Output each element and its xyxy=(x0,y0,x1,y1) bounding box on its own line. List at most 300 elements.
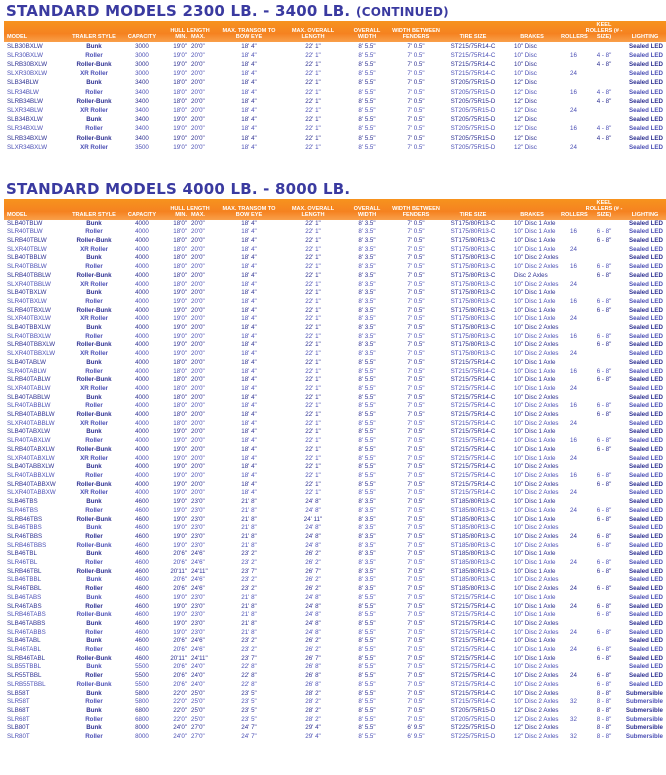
keel-rollers-cell xyxy=(584,324,624,333)
table-row xyxy=(4,716,666,725)
overall-length-cell: 22' 1" xyxy=(305,358,321,366)
hull-max-cell: 24'11" xyxy=(191,567,208,575)
fenders-cell: 7' 0.5" xyxy=(407,680,425,688)
brakes-cell: 10" Disc 1 Axle xyxy=(514,454,556,462)
hull-min-cell: 18'0" xyxy=(173,376,187,384)
brakes-cell: 12" Disc xyxy=(514,107,537,115)
hull-min-cell: 18'0" xyxy=(173,367,187,375)
transom-cell: 18' 4" xyxy=(241,125,257,133)
capacity-cell: 4600 xyxy=(135,619,149,627)
table-row xyxy=(4,489,666,498)
table-row xyxy=(4,655,666,664)
tire-size-cell: ST215/75R14-C xyxy=(450,428,496,436)
brakes-cell: 10" Disc 2 Axles xyxy=(514,280,559,288)
model-cell: SLB46TBBL xyxy=(7,576,42,584)
fenders-cell: 7' 0.5" xyxy=(407,437,425,445)
transom-cell: 18' 4" xyxy=(241,367,257,375)
keel-rollers-cell: 8 - 8" xyxy=(596,689,612,697)
keel-rollers-cell xyxy=(584,359,624,368)
tire-size-cell: ST225/75R15-D xyxy=(450,724,496,732)
overall-length-cell: 22' 1" xyxy=(305,463,321,471)
table-row xyxy=(4,620,666,629)
overall-width-cell: 8' 5.5" xyxy=(358,463,376,471)
overall-width-cell: 8' 5.5" xyxy=(358,70,376,78)
rollers-cell xyxy=(560,568,584,577)
tire-size-cell: ST175/80R13-C xyxy=(450,280,496,288)
rollers-cell xyxy=(560,594,584,603)
overall-length-cell: 22' 1" xyxy=(305,107,321,115)
lighting-cell: Sealed LED xyxy=(628,70,663,78)
rollers-cell: 24 xyxy=(570,559,577,567)
fenders-cell: 7' 0.5" xyxy=(407,116,425,124)
col-header-tire: TIRE SIZE xyxy=(459,34,487,41)
trailer-style-cell: Roller-Bunk xyxy=(76,61,112,69)
rollers-cell: 16 xyxy=(570,472,577,479)
transom-cell: 18' 4" xyxy=(241,463,257,471)
hull-max-cell: 23'0" xyxy=(191,498,205,506)
hull-max-cell: 20'0" xyxy=(191,376,205,384)
rollers-cell xyxy=(560,655,584,664)
brakes-cell: 10" Disc 2 Axles xyxy=(514,419,559,427)
rollers-cell xyxy=(560,237,584,246)
table-row xyxy=(4,376,666,385)
transom-cell: 18' 4" xyxy=(241,254,257,262)
lighting-cell: Sealed LED xyxy=(628,576,663,584)
section-title-text: STANDARD MODELS 4000 LB. - 8000 LB. xyxy=(6,180,351,198)
overall-length-cell: 22' 1" xyxy=(305,97,321,105)
keel-rollers-cell xyxy=(584,455,624,464)
lighting-cell: Sealed LED xyxy=(628,263,663,271)
fenders-cell: 7' 0.5" xyxy=(407,672,425,680)
fenders-cell: 7' 0.5" xyxy=(407,515,425,523)
hull-min-cell: 19'0" xyxy=(173,541,187,549)
table-row xyxy=(4,698,666,707)
model-cell: SLXR40TBBXLW xyxy=(7,350,56,358)
fenders-cell: 7' 0.5" xyxy=(407,463,425,471)
keel-rollers-cell xyxy=(584,420,624,429)
lighting-cell: Sealed LED xyxy=(628,51,663,59)
tire-size-cell: ST175/80R13-C xyxy=(450,341,496,349)
transom-cell: 18' 4" xyxy=(241,237,257,245)
model-cell: SLR40TBBLW xyxy=(7,263,47,271)
model-cell: SLR46TBS xyxy=(7,506,38,514)
keel-rollers-cell xyxy=(584,463,624,472)
overall-length-cell: 22' 1" xyxy=(305,280,321,288)
capacity-cell: 4000 xyxy=(135,297,149,305)
rollers-cell xyxy=(560,707,584,716)
fenders-cell: 7' 0.5" xyxy=(407,663,425,671)
hull-max-cell: 24'11" xyxy=(191,654,208,662)
brakes-cell: 10" Disc 1 Axle xyxy=(514,315,556,323)
hull-max-cell: 23'0" xyxy=(191,611,205,619)
trailer-style-cell: XR Roller xyxy=(80,454,108,462)
fenders-cell: 7' 0.5" xyxy=(407,489,425,497)
transom-cell: 18' 4" xyxy=(241,489,257,497)
brakes-cell: 10" Disc 2 Axles xyxy=(514,619,559,627)
tire-size-cell: ST215/75R14-C xyxy=(450,42,496,50)
fenders-cell: 7' 0.5" xyxy=(407,628,425,636)
capacity-cell: 4000 xyxy=(135,332,149,340)
rollers-cell xyxy=(560,724,584,733)
capacity-cell: 4000 xyxy=(135,393,149,401)
table-row xyxy=(4,246,666,255)
model-cell: SLR46TBL xyxy=(7,559,38,567)
table-body xyxy=(4,220,666,742)
transom-cell: 23' 5" xyxy=(241,698,257,706)
keel-rollers-cell xyxy=(584,394,624,403)
lighting-cell: Sealed LED xyxy=(628,297,663,305)
trailer-style-cell: Bunk xyxy=(86,393,102,401)
trailer-style-cell: Bunk xyxy=(86,689,102,697)
keel-rollers-cell: 6 - 8" xyxy=(596,532,612,540)
hull-max-cell: 20'0" xyxy=(191,125,205,133)
overall-width-cell: 8' 3.5" xyxy=(358,254,376,262)
overall-length-cell: 22' 1" xyxy=(305,42,321,50)
overall-length-cell: 26' 2" xyxy=(305,576,321,584)
trailer-style-cell: XR Roller xyxy=(80,280,108,288)
brakes-cell: 12" Disc xyxy=(514,125,537,133)
hull-min-cell: 18'0" xyxy=(173,245,187,253)
brakes-cell: 10" Disc xyxy=(514,51,537,59)
capacity-cell: 4000 xyxy=(135,350,149,358)
rollers-cell xyxy=(560,611,584,620)
model-cell: SLXR40TABBLW xyxy=(7,419,55,427)
capacity-cell: 4600 xyxy=(135,550,149,558)
keel-rollers-cell: 6 - 8" xyxy=(596,228,612,236)
transom-cell: 23' 7" xyxy=(241,654,257,662)
tire-size-cell: ST215/75R14-C xyxy=(450,411,496,419)
lighting-cell: Sealed LED xyxy=(628,79,663,87)
fenders-cell: 7' 0.5" xyxy=(407,143,425,151)
tire-size-cell: ST205/75R15-D xyxy=(450,79,496,87)
transom-cell: 18' 4" xyxy=(241,51,257,59)
keel-rollers-cell xyxy=(584,143,624,152)
trailer-style-cell: Roller-Bunk xyxy=(76,445,112,453)
hull-min-cell: 19'0" xyxy=(173,42,187,50)
trailer-style-cell: XR Roller xyxy=(80,489,108,497)
capacity-cell: 4000 xyxy=(135,367,149,375)
trailer-style-cell: Roller xyxy=(85,506,103,514)
keel-rollers-cell: 8 - 8" xyxy=(596,733,612,741)
transom-cell: 21' 8" xyxy=(241,515,257,523)
model-cell: SLR58T xyxy=(7,698,30,706)
overall-width-cell: 8' 5.5" xyxy=(358,402,376,410)
table-row xyxy=(4,637,666,646)
transom-cell: 18' 4" xyxy=(241,472,257,479)
tire-size-cell: ST215/75R14-C xyxy=(450,393,496,401)
fenders-cell: 7' 0.5" xyxy=(407,332,425,340)
model-cell: SLRB34BLW xyxy=(7,97,43,105)
hull-max-cell: 20'0" xyxy=(191,88,205,96)
section-title-2300-3400 xyxy=(6,1,449,20)
tire-size-cell: ST215/75R14-C xyxy=(450,61,496,69)
overall-length-cell: 22' 1" xyxy=(305,411,321,419)
keel-rollers-cell: 6 - 8" xyxy=(596,332,612,340)
hull-min-cell: 19'0" xyxy=(173,143,187,151)
lighting-cell: Sealed LED xyxy=(628,97,663,105)
tire-size-cell: ST215/75R14-C xyxy=(450,376,496,384)
capacity-cell: 4600 xyxy=(135,646,149,654)
keel-rollers-cell: 8 - 8" xyxy=(596,724,612,732)
keel-rollers-cell: 6 - 8" xyxy=(596,367,612,375)
hull-min-cell: 19'0" xyxy=(173,532,187,540)
keel-rollers-cell: 6 - 8" xyxy=(596,411,612,419)
rollers-cell: 24 xyxy=(570,585,577,593)
overall-length-cell: 24' 8" xyxy=(305,498,321,506)
lighting-cell: Submersible xyxy=(625,698,663,706)
col-header-min: MIN. xyxy=(175,34,187,41)
rollers-cell: 16 xyxy=(570,228,577,236)
brakes-cell: 10" Disc 1 Axle xyxy=(514,593,556,601)
transom-cell: 18' 4" xyxy=(241,376,257,384)
model-cell: SLRB46TABS xyxy=(7,611,46,619)
lighting-cell: Sealed LED xyxy=(628,350,663,358)
brakes-cell: 10" Disc 2 Axles xyxy=(514,698,559,706)
table-row xyxy=(4,437,666,446)
trailer-style-cell: Bunk xyxy=(86,428,102,436)
rollers-cell: 24 xyxy=(570,419,577,427)
keel-rollers-cell: 8 - 8" xyxy=(596,698,612,706)
tire-size-cell: ST205/75R15-D xyxy=(450,116,496,124)
model-cell: SLB40TABLW xyxy=(7,358,46,366)
lighting-cell: Submersible xyxy=(625,724,663,732)
capacity-cell: 4600 xyxy=(135,593,149,601)
brakes-cell: 10" Disc 1 Axle xyxy=(514,654,556,662)
hull-min-cell: 20'6" xyxy=(173,550,187,558)
hull-max-cell: 20'0" xyxy=(191,107,205,115)
fenders-cell: 7' 0.5" xyxy=(407,254,425,262)
trailer-style-cell: Bunk xyxy=(86,79,102,87)
overall-length-cell: 28' 2" xyxy=(305,715,321,723)
rollers-cell xyxy=(560,289,584,298)
overall-length-cell: 22' 1" xyxy=(305,125,321,133)
tire-size-cell: ST215/75R14-C xyxy=(450,437,496,445)
tire-size-cell: ST215/75R14-C xyxy=(450,646,496,654)
capacity-cell: 3400 xyxy=(135,107,149,115)
overall-length-cell: 26' 2" xyxy=(305,637,321,645)
transom-cell: 18' 4" xyxy=(241,263,257,271)
fenders-cell: 7' 0.5" xyxy=(407,602,425,610)
keel-rollers-cell: 6 - 8" xyxy=(596,263,612,271)
brakes-cell: 10" Disc 2 Axles xyxy=(514,341,559,349)
lighting-cell: Sealed LED xyxy=(628,280,663,288)
col-header-overall-width: OVERALL WIDTH xyxy=(353,206,381,219)
lighting-cell: Sealed LED xyxy=(628,602,663,610)
hull-max-cell: 20'0" xyxy=(191,97,205,105)
rollers-cell: 24 xyxy=(570,628,577,636)
hull-max-cell: 23'0" xyxy=(191,628,205,636)
table-row xyxy=(4,516,666,525)
col-header-rollers: ROLLERS xyxy=(561,34,588,41)
hull-min-cell: 19'0" xyxy=(173,70,187,78)
keel-rollers-cell: 6 - 8" xyxy=(596,306,612,314)
lighting-cell: Sealed LED xyxy=(628,550,663,558)
hull-min-cell: 19'0" xyxy=(173,324,187,332)
lighting-cell: Sealed LED xyxy=(628,367,663,375)
tire-size-cell: ST215/75R14-C xyxy=(450,619,496,627)
trailer-style-cell: Bunk xyxy=(86,706,102,714)
overall-width-cell: 8' 3.5" xyxy=(358,567,376,575)
keel-rollers-cell: 4 - 8" xyxy=(596,61,612,69)
rollers-cell xyxy=(560,60,584,69)
trailer-style-cell: Roller-Bunk xyxy=(76,306,112,314)
table-row xyxy=(4,576,666,585)
rollers-cell: 24 xyxy=(570,532,577,540)
trailer-style-cell: Roller-Bunk xyxy=(76,611,112,619)
transom-cell: 18' 4" xyxy=(241,428,257,436)
overall-width-cell: 8' 5.5" xyxy=(358,42,376,50)
rollers-cell xyxy=(560,272,584,281)
lighting-cell: Submersible xyxy=(625,715,663,723)
rollers-cell xyxy=(560,681,584,690)
col-header-model: MODEL xyxy=(7,34,28,41)
transom-cell: 23' 2" xyxy=(241,646,257,654)
table-row xyxy=(4,411,666,420)
fenders-cell: 7' 0.5" xyxy=(407,593,425,601)
transom-cell: 24' 7" xyxy=(241,724,257,732)
model-cell: SLB40TABBLW xyxy=(7,393,51,401)
capacity-cell: 4000 xyxy=(135,358,149,366)
model-cell: SLR68T xyxy=(7,715,30,723)
fenders-cell: 7' 0.5" xyxy=(407,306,425,314)
overall-width-cell: 8' 3.5" xyxy=(358,280,376,288)
capacity-cell: 4600 xyxy=(135,576,149,584)
tire-size-cell: ST225/75R15-D xyxy=(450,733,496,741)
hull-min-cell: 19'0" xyxy=(173,480,187,488)
tire-size-cell: ST175/80R13-C xyxy=(450,245,496,253)
hull-min-cell: 20'6" xyxy=(173,585,187,593)
table-row xyxy=(4,237,666,246)
trailer-style-cell: Bunk xyxy=(86,463,102,471)
model-cell: SLRB46TABL xyxy=(7,654,46,662)
capacity-cell: 5800 xyxy=(135,689,149,697)
brakes-cell: 10" Disc 1 Axle xyxy=(514,376,556,384)
overall-length-cell: 22' 1" xyxy=(305,350,321,358)
keel-rollers-cell: 6 - 8" xyxy=(596,567,612,575)
brakes-cell: 12" Disc xyxy=(514,134,537,142)
keel-rollers-cell: 6 - 8" xyxy=(596,602,612,610)
overall-length-cell: 22' 1" xyxy=(305,143,321,151)
fenders-cell: 7' 0.5" xyxy=(407,297,425,305)
tire-size-cell: ST185/80R13-C xyxy=(450,585,496,593)
keel-rollers-cell: 6 - 8" xyxy=(596,402,612,410)
lighting-cell: Sealed LED xyxy=(628,271,663,279)
keel-rollers-cell xyxy=(584,489,624,498)
hull-max-cell: 20'0" xyxy=(191,445,205,453)
tire-size-cell: ST215/75R14-C xyxy=(450,689,496,697)
overall-width-cell: 8' 5.5" xyxy=(358,384,376,392)
overall-length-cell: 22' 1" xyxy=(305,437,321,445)
trailer-style-cell: Roller xyxy=(85,228,103,236)
overall-width-cell: 8' 5.5" xyxy=(358,628,376,636)
overall-length-cell: 22' 1" xyxy=(305,384,321,392)
overall-width-cell: 8' 3.5" xyxy=(358,228,376,236)
transom-cell: 23' 5" xyxy=(241,715,257,723)
overall-width-cell: 8' 5.5" xyxy=(358,698,376,706)
brakes-cell: 10" Disc 1 Axle xyxy=(514,237,556,245)
keel-rollers-cell xyxy=(584,220,624,229)
trailer-style-cell: Roller-Bunk xyxy=(76,134,112,142)
capacity-cell: 4600 xyxy=(135,602,149,610)
brakes-cell: 10" Disc 1 Axle xyxy=(514,437,556,445)
rollers-cell: 24 xyxy=(570,315,577,323)
capacity-cell: 4000 xyxy=(135,263,149,271)
keel-rollers-cell: 6 - 8" xyxy=(596,680,612,688)
tire-size-cell: ST215/75R14-C xyxy=(450,454,496,462)
brakes-cell: 12" Disc xyxy=(514,79,537,87)
overall-length-cell: 24' 8" xyxy=(305,619,321,627)
rollers-cell: 24 xyxy=(570,107,577,115)
tire-size-cell: ST215/75R14-C xyxy=(450,489,496,497)
hull-max-cell: 20'0" xyxy=(191,306,205,314)
trailer-style-cell: Roller-Bunk xyxy=(76,376,112,384)
hull-min-cell: 19'0" xyxy=(173,515,187,523)
lighting-cell: Sealed LED xyxy=(628,402,663,410)
keel-rollers-cell xyxy=(584,663,624,672)
lighting-cell: Sealed LED xyxy=(628,498,663,506)
hull-max-cell: 25'0" xyxy=(191,689,205,697)
overall-width-cell: 8' 3.5" xyxy=(358,341,376,349)
hull-max-cell: 20'0" xyxy=(191,472,205,479)
table-row xyxy=(4,60,666,69)
overall-width-cell: 8' 5.5" xyxy=(358,472,376,479)
rollers-cell: 24 xyxy=(570,70,577,78)
keel-rollers-cell: 6 - 8" xyxy=(596,237,612,245)
tire-size-cell: ST185/80R13-C xyxy=(450,576,496,584)
overall-width-cell: 8' 5.5" xyxy=(358,358,376,366)
overall-length-cell: 28' 2" xyxy=(305,689,321,697)
transom-cell: 18' 4" xyxy=(241,350,257,358)
fenders-cell: 7' 0.5" xyxy=(407,698,425,706)
hull-min-cell: 19'0" xyxy=(173,489,187,497)
tire-size-cell: ST215/75R14-C xyxy=(450,611,496,619)
overall-length-cell: 22' 1" xyxy=(305,134,321,142)
tire-size-cell: ST215/75R14-C xyxy=(450,680,496,688)
brakes-cell: 12" Disc xyxy=(514,88,537,96)
hull-min-cell: 19'0" xyxy=(173,289,187,297)
table-row xyxy=(4,681,666,690)
trailer-style-cell: Roller-Bunk xyxy=(76,567,112,575)
trailer-style-cell: Roller xyxy=(85,628,103,636)
capacity-cell: 4000 xyxy=(135,254,149,262)
brakes-cell: 10" Disc 2 Axles xyxy=(514,254,559,262)
transom-cell: 21' 8" xyxy=(241,602,257,610)
overall-length-cell: 22' 1" xyxy=(305,324,321,332)
capacity-cell: 8000 xyxy=(135,724,149,732)
overall-length-cell: 22' 1" xyxy=(305,489,321,497)
tire-size-cell: ST215/75R14-C xyxy=(450,402,496,410)
tire-size-cell: ST215/75R14-C xyxy=(450,445,496,453)
overall-width-cell: 8' 5.5" xyxy=(358,376,376,384)
trailer-style-cell: Bunk xyxy=(86,219,102,227)
overall-width-cell: 8' 5.5" xyxy=(358,672,376,680)
hull-min-cell: 20'11" xyxy=(170,654,187,662)
overall-width-cell: 8' 3.5" xyxy=(358,350,376,358)
capacity-cell: 5500 xyxy=(135,672,149,680)
table-row xyxy=(4,428,666,437)
capacity-cell: 4000 xyxy=(135,289,149,297)
lighting-cell: Sealed LED xyxy=(628,289,663,297)
col-header-transom: MAX. TRANSOM TO BOW EYE xyxy=(222,28,276,41)
model-cell: SLR40TABLW xyxy=(7,367,47,375)
trailer-style-cell: Bunk xyxy=(86,663,102,671)
rollers-cell xyxy=(560,690,584,699)
fenders-cell: 7' 0.5" xyxy=(407,237,425,245)
lighting-cell: Submersible xyxy=(625,733,663,741)
hull-max-cell: 20'0" xyxy=(191,116,205,124)
keel-rollers-cell: 6 - 8" xyxy=(596,515,612,523)
capacity-cell: 4000 xyxy=(135,228,149,236)
